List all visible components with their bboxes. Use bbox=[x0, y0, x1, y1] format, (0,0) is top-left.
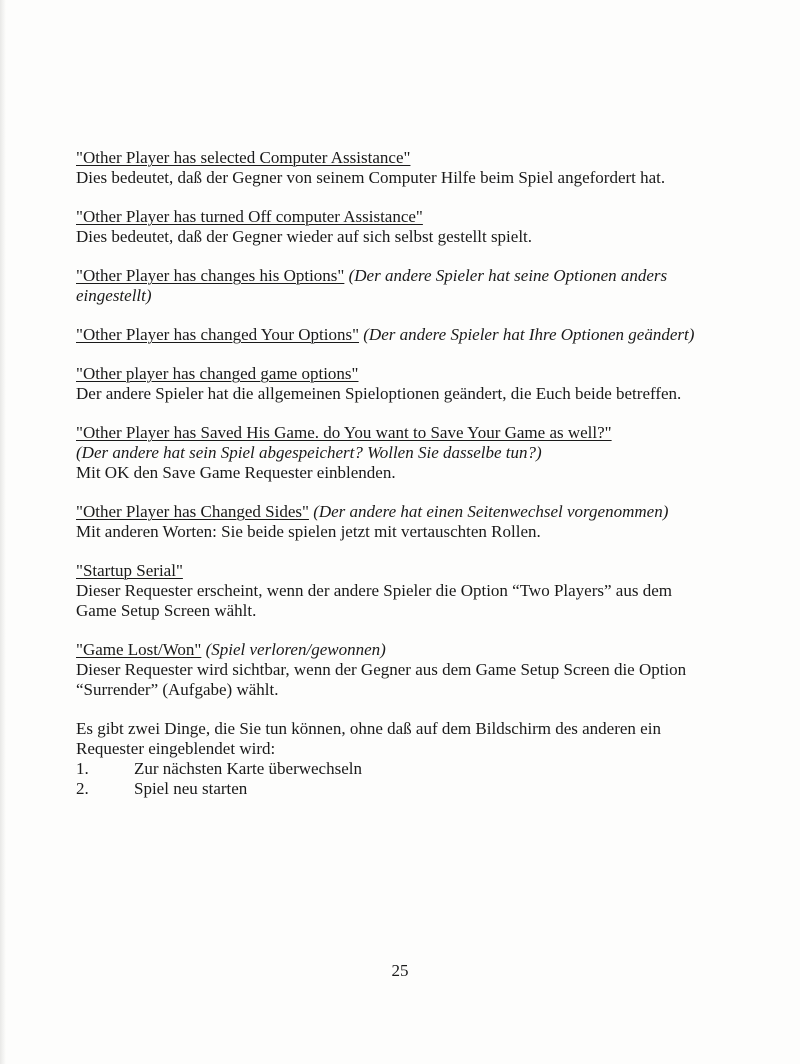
list-item-number: 1. bbox=[76, 759, 89, 778]
requester-title: "Other Player has changed Your Options" bbox=[76, 325, 360, 344]
list-item bbox=[76, 759, 716, 779]
requester-entry bbox=[76, 266, 716, 306]
requester-title: "Startup Serial" bbox=[76, 561, 183, 580]
requester-title: "Other Player has selected Computer Assistance" bbox=[76, 148, 411, 167]
list-item-number: 2. bbox=[76, 779, 89, 798]
closing-paragraph: Es gibt zwei Dinge, die Sie tun können, ohne daß auf dem Bildschirm des anderen ein Requester eingeblendet wird: bbox=[76, 719, 661, 758]
action-list bbox=[76, 759, 716, 799]
list-item-label: Spiel neu starten bbox=[134, 779, 248, 798]
requester-translation: (Der andere Spieler hat seine Optionen anders eingestellt) bbox=[76, 266, 668, 305]
requester-description: Mit anderen Worten: Sie beide spielen jetzt mit vertauschten Rollen. bbox=[76, 522, 541, 541]
list-item-label: Zur nächsten Karte überwechseln bbox=[134, 759, 362, 778]
requester-entry bbox=[76, 148, 716, 188]
requester-title: "Other Player has turned Off computer Assistance" bbox=[76, 207, 423, 226]
requester-title: "Other Player has Saved His Game. do You want to Save Your Game as well?" bbox=[76, 423, 612, 442]
requester-entry bbox=[76, 640, 716, 700]
requester-translation: (Spiel verloren/gewonnen) bbox=[205, 640, 386, 659]
requester-title: "Other Player has changes his Options" bbox=[76, 266, 345, 285]
requester-description: Dies bedeutet, daß der Gegner wieder auf sich selbst gestellt spielt. bbox=[76, 227, 533, 246]
requester-entry bbox=[76, 207, 716, 247]
requester-translation: (Der andere hat einen Seitenwechsel vorgenommen) bbox=[313, 502, 669, 521]
page-content bbox=[76, 148, 716, 818]
requester-description: Dies bedeutet, daß der Gegner von seinem Computer Hilfe beim Spiel angefordert hat. bbox=[76, 168, 666, 187]
closing-section bbox=[76, 719, 716, 799]
requester-entry bbox=[76, 325, 716, 345]
requester-translation: (Der andere hat sein Spiel abgespeichert? Wollen Sie dasselbe tun?) bbox=[76, 443, 542, 462]
requester-title: "Other Player has Changed Sides" bbox=[76, 502, 309, 521]
requester-entry bbox=[76, 502, 716, 542]
page-edge-shadow bbox=[0, 0, 6, 1064]
requester-title: "Other player has changed game options" bbox=[76, 364, 359, 383]
requester-entry bbox=[76, 364, 716, 404]
requester-translation: (Der andere Spieler hat Ihre Optionen geändert) bbox=[363, 325, 695, 344]
requester-entry bbox=[76, 423, 716, 483]
requester-description: Der andere Spieler hat die allgemeinen Spieloptionen geändert, die Euch beide betreffen. bbox=[76, 384, 682, 403]
requester-description: Mit OK den Save Game Requester einblenden. bbox=[76, 463, 396, 482]
page-number: 25 bbox=[391, 961, 409, 980]
requester-description: Dieser Requester wird sichtbar, wenn der Gegner aus dem Game Setup Screen die Option “Surrender” (Aufgabe) wählt. bbox=[76, 660, 687, 699]
requester-description: Dieser Requester erscheint, wenn der andere Spieler die Option “Two Players” aus dem Game Setup Screen wählt. bbox=[76, 581, 672, 620]
requester-title: "Game Lost/Won" bbox=[76, 640, 202, 659]
list-item bbox=[76, 779, 716, 799]
requester-entry bbox=[76, 561, 716, 621]
